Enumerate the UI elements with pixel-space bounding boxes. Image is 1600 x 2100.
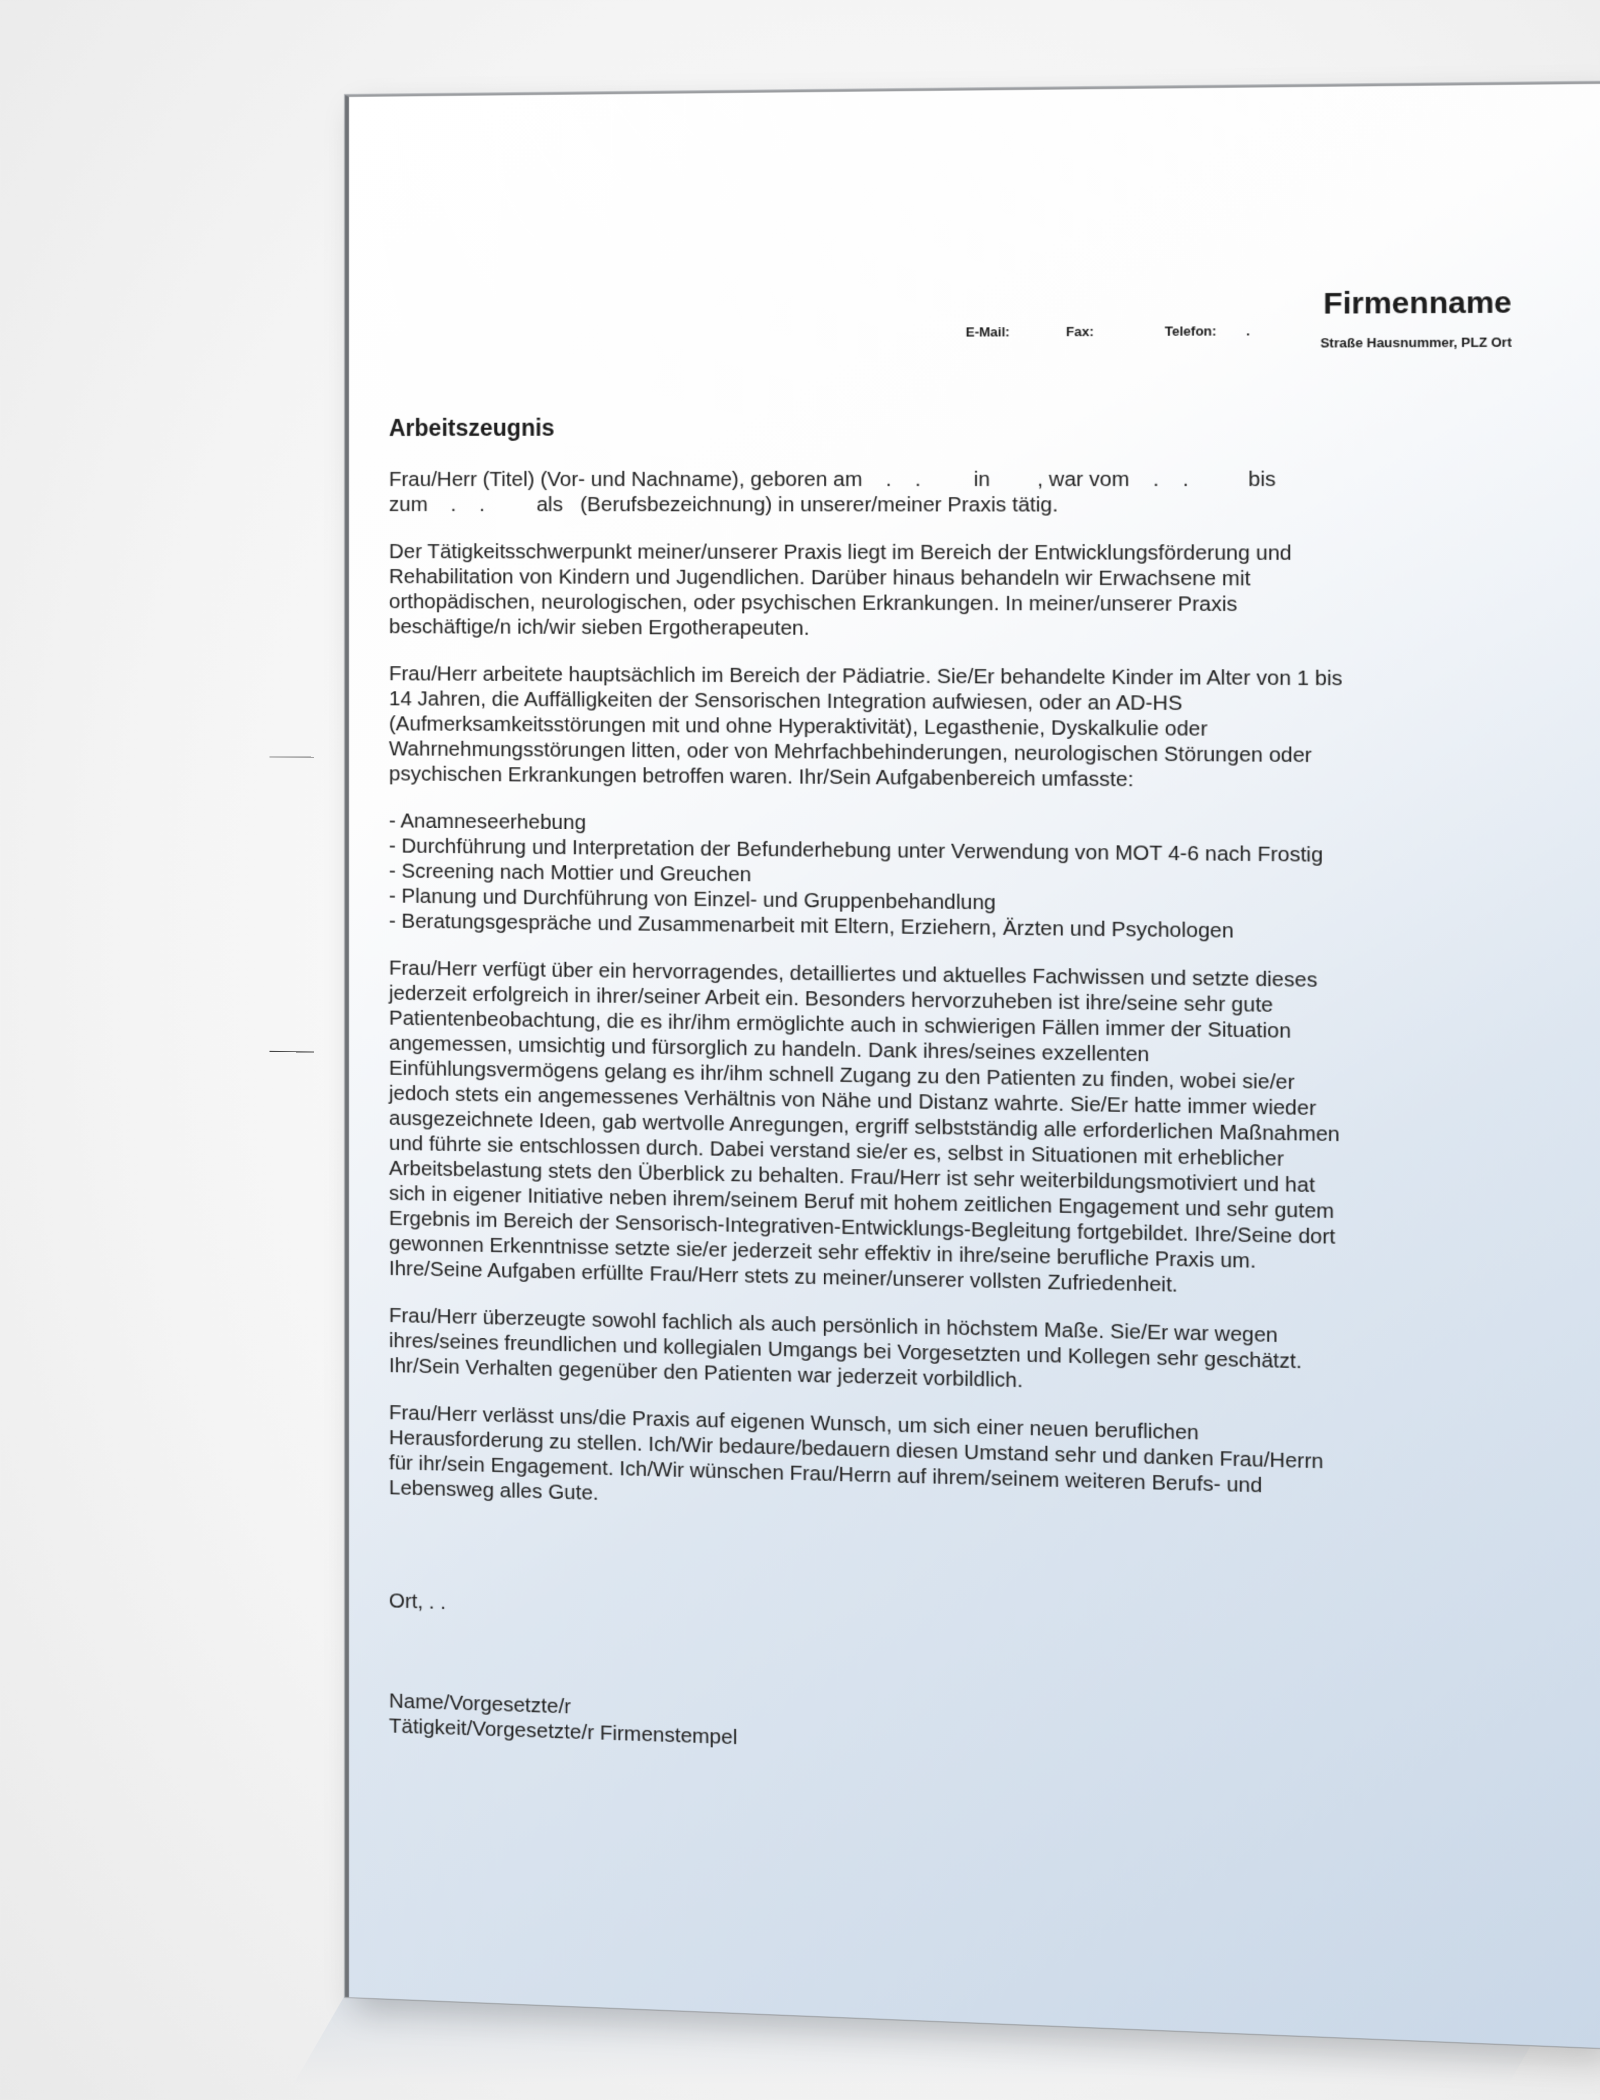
fax-label: Fax: [1065, 323, 1094, 340]
document-page [345, 82, 1600, 2048]
email-label: E-Mail: [965, 324, 1010, 340]
company-name: Firmenname [1323, 285, 1512, 321]
fold-mark [269, 756, 314, 757]
intro-paragraph [389, 467, 1343, 518]
list-item: - Beratungsgespräche und Zusammenarbeit mit Eltern, Erziehern, Ärzten und Psychologen [388, 909, 1234, 943]
phone-separator: . [1246, 323, 1250, 339]
duties-paragraph: Frau/Herr arbeitete hauptsächlich im Bereich der Pädiatrie. Sie/Er behandelte Kinder im Alter von 1 bis 14 Jahren, die Auffälligkeiten der Sensorischen Integration aufwiesen, oder an AD-HS (Aufmerksamkeitsstörungen mit und ohne Hyperaktivität), Legasthenie, Dyskalkulie oder Wahrnehmungsstörungen litten, oder von Mehrfachbehinderungen, neurologischen Störungen oder psychischen Erkrankungen betroffen waren. Ihr/Sein Aufgabenbereich umfasste: [388, 662, 1343, 792]
list-item: - Anamneseerhebung [388, 809, 586, 835]
address: Straße Hausnummer, PLZ Ort [1320, 334, 1512, 351]
intro-line-2: zum . . als (Berufsbezeichnung) in unserer/meiner Praxis tätig. [388, 493, 1059, 517]
signature-block [389, 1688, 737, 1750]
list-item: - Screening nach Mottier und Greuchen [388, 859, 752, 887]
letter-body [389, 467, 1343, 1549]
assessment-paragraph: Frau/Herr verfügt über ein hervorragendes, detailliertes und aktuelles Fachwissen und setzte dieses jederzeit erfolgreich in ihrer/seiner Arbeit ein. Besonders hervorzuheben ist ihre/seine sehr gute Patientenbeobachtung, die es ihr/ihm ermöglichte auch in schwierigen Fällen immer der Situation angemessen, umsichtig und fürsorglich zu handeln. Dank ihres/seines exzellenten Einfühlungsvermögens gelang es ihr/ihm schnell Zugang zu den Patienten zu finden, wobei sie/er jedoch stets ein angemessenes Verhältnis von Nähe und Distanz wahrte. Sie/Er hatte immer wieder ausgezeichnete Ideen, gab wertvolle Anregungen, ergriff selbstständig alle erforderlichen Maßnahmen und führte sie entschlossen durch. Dabei verstand sie/er es, selbst in Situationen mit erheblicher Arbeitsbelastung stets den Überblick zu behalten. Frau/Herr ist sehr weiterbildungsmotiviert und hat sich in eigener Initiative neben ihrem/seinem Beruf mit hohem zeitlichen Engagement und sehr gutem Ergebnis im Bereich der Sensorisch-Integrativen-Entwicklungs-Begleitung fortgebildet. Ihre/Seine dort gewonnen Erkenntnisse setzte sie/er jederzeit sehr effektiv in ihre/seine berufliche Praxis um. Ihre/Seine Aufgaben erfüllte Frau/Herr stets zu meiner/unserer vollsten Zufriedenheit. [388, 956, 1340, 1297]
intro-line-1: Frau/Herr (Titel) (Vor- und Nachname), geboren am . . in , war vom . . bis [388, 467, 1276, 492]
practice-paragraph: Der Tätigkeitsschwerpunkt meiner/unserer Praxis liegt im Bereich der Entwicklungsförderung und Rehabilitation von Kindern und Jugendlichen. Darüber hinaus behandeln wir Erwachsene mit orthopädischen, neurologischen, oder psychischen Erkrankungen. In meiner/unserer Praxis beschäftige/n ich/wir sieben Ergotherapeuten. [388, 540, 1292, 640]
punch-mark [269, 1051, 314, 1053]
signature-role: Tätigkeit/Vorgesetzte/r Firmenstempel [388, 1714, 738, 1750]
task-list [389, 808, 1343, 945]
signature-name: Name/Vorgesetzte/r [388, 1689, 571, 1719]
list-item: - Planung und Durchführung von Einzel- und Gruppenbehandlung [388, 884, 996, 915]
behavior-paragraph: Frau/Herr überzeugte sowohl fachlich als auch persönlich in höchstem Maße. Sie/Er war wegen ihres/seines freundlichen und kollegialen Umgangs bei Vorgesetzten und Kollegen sehr geschätzt. Ihr/Sein Verhalten gegenüber den Patienten war jederzeit vorbildlich. [388, 1303, 1302, 1393]
list-item: - Durchführung und Interpretation der Befunderhebung unter Verwendung von MOT 4-6 nach Frostig [388, 834, 1324, 867]
document-title: Arbeitszeugnis [388, 414, 555, 441]
farewell-paragraph: Frau/Herr verlässt uns/die Praxis auf eigenen Wunsch, um sich einer neuen beruflichen Herausforderung zu stellen. Ich/Wir bedaure/bedauern diesen Umstand sehr und danken Frau/Herrn für ihr/sein Engagement. Ich/Wir wünschen Frau/Herrn auf ihrem/seinem weiteren Berufs- und Lebensweg alles Gute. [388, 1401, 1324, 1505]
phone-label: Telefon: [1164, 323, 1217, 339]
place-date: Ort, . . [388, 1589, 446, 1615]
